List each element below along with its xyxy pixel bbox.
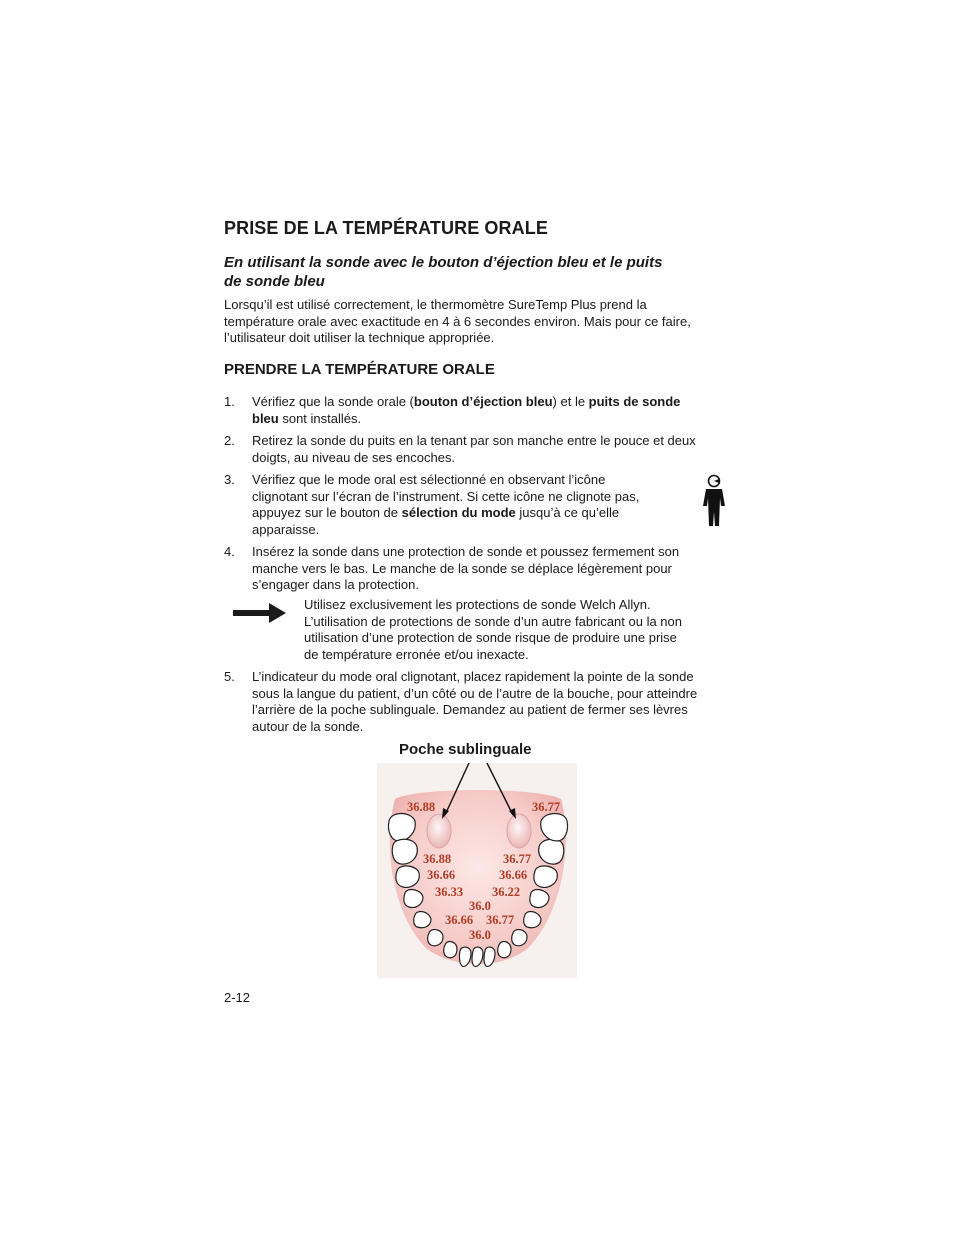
step-text (252, 433, 732, 466)
temp-label: 36.0 (469, 928, 491, 942)
step-number: 5. (224, 669, 235, 684)
text: manche vers le bas. Le manche de la sonde se déplace légèrement pour (252, 560, 672, 576)
figure-caption: Poche sublinguale (399, 741, 532, 758)
text-bold: bleu (252, 410, 279, 426)
section-title: PRENDRE LA TEMPÉRATURE ORALE (224, 361, 495, 378)
sublingual-pocket-figure (377, 763, 577, 978)
note-line: utilisation d’une protection de sonde risque de produire une prise (304, 630, 677, 645)
intro-line: température orale avec exactitude en 4 à 6 secondes environ. Mais pour ce faire, (224, 313, 691, 329)
text: sont installés. (278, 410, 362, 426)
text: Retirez la sonde du puits en la tenant par son manche entre le pouce et deux (252, 433, 696, 448)
temp-label: 36.0 (469, 899, 491, 913)
text: Vérifiez que le mode oral est sélectionné en observant l’icône (252, 472, 606, 487)
left-pocket (427, 814, 451, 848)
temp-label: 36.77 (532, 800, 561, 814)
right-arrow-icon (233, 601, 287, 625)
text: ) et le (552, 394, 589, 409)
page-number: 2-12 (224, 990, 251, 1005)
text: appuyez sur le bouton de (252, 505, 402, 520)
step-text (252, 472, 692, 538)
note-line: L’utilisation de protections de sonde d’un autre fabricant ou la non (304, 613, 682, 629)
text: Vérifiez que la sonde orale ( (252, 394, 414, 409)
note-line: Utilisez exclusivement les protections de sonde Welch Allyn. (304, 597, 651, 612)
temp-label: 36.88 (407, 800, 436, 814)
text: Insérez la sonde dans une protection de sonde et poussez fermement son (252, 544, 680, 559)
step-number: 1. (224, 394, 235, 409)
temp-label: 36.22 (492, 885, 521, 899)
warning-note (304, 597, 724, 663)
step-number: 4. (224, 544, 235, 559)
text: L’indicateur du mode oral clignotant, placez rapidement la pointe de la sonde (252, 669, 694, 684)
text: l’arrière de la poche sublinguale. Demandez au patient de fermer ses lèvres (252, 702, 688, 717)
right-pocket (507, 814, 531, 848)
intro-line: l’utilisateur doit utiliser la technique appropriée. (224, 330, 495, 345)
temp-label: 36.66 (427, 868, 456, 882)
text: jusqu’à ce qu’elle (515, 505, 620, 520)
person-head-icon (700, 474, 728, 528)
step-number: 2. (224, 433, 235, 448)
intro-line: Lorsqu’il est utilisé correctement, le thermomètre SureTemp Plus prend la (224, 297, 647, 312)
text: autour de la sonde. (252, 718, 364, 734)
intro-paragraph (224, 297, 728, 347)
subtitle-line-1: En utilisant la sonde avec le bouton d’éjection bleu et le puits (224, 254, 663, 271)
step-text (252, 669, 732, 735)
text-bold: sélection du mode (401, 505, 516, 520)
temp-label: 36.66 (499, 868, 528, 882)
text: apparaisse. (252, 521, 320, 537)
step-number: 3. (224, 472, 235, 487)
step-text (252, 544, 732, 594)
temp-label: 36.33 (435, 885, 464, 899)
temp-label: 36.66 (445, 913, 474, 927)
text-bold: bouton d’éjection bleu (413, 394, 553, 409)
page-title: PRISE DE LA TEMPÉRATURE ORALE (224, 218, 548, 238)
text-bold: puits de sonde (588, 394, 681, 409)
text: sous la langue du patient, d’un côté ou de l’autre de la bouche, pour atteindre (252, 685, 698, 701)
step-text (252, 394, 728, 427)
text: s’engager dans la protection. (252, 577, 419, 592)
subtitle-line-2: de sonde bleu (224, 273, 325, 290)
temp-label: 36.77 (486, 913, 515, 927)
temp-label: 36.88 (423, 852, 452, 866)
note-line: de température erronée et/ou inexacte. (304, 646, 529, 662)
temp-label: 36.77 (503, 852, 532, 866)
text: doigts, au niveau de ses encoches. (252, 449, 456, 465)
text: clignotant sur l’écran de l’instrument. Si cette icône ne clignote pas, (252, 488, 640, 504)
subtitle (224, 253, 704, 291)
